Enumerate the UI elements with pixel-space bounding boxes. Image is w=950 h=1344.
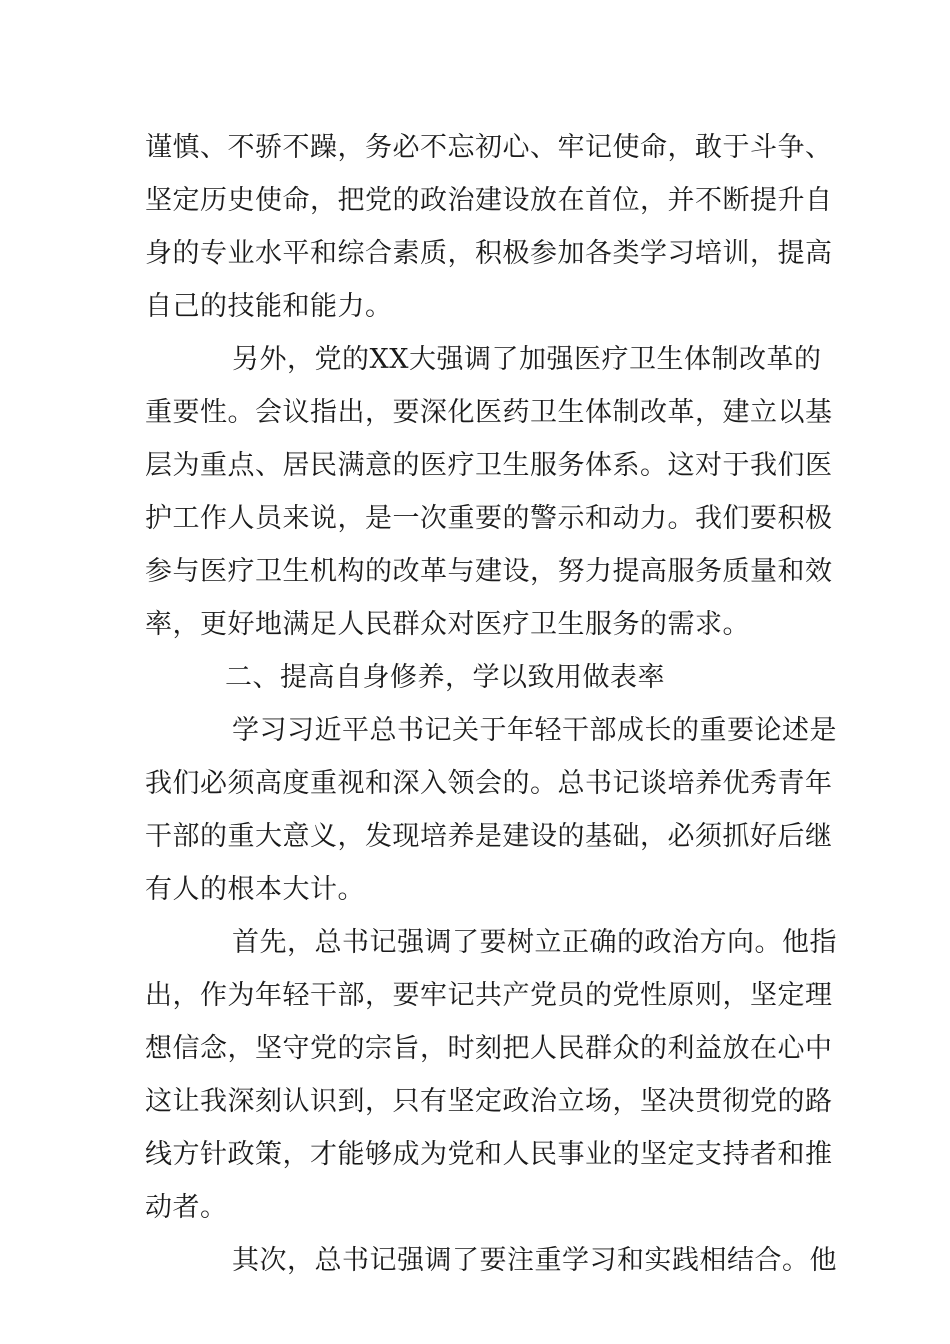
text-line: 动者。: [145, 1192, 228, 1223]
paragraph-first-line: 学习习近平总书记关于年轻干部成长的重要论述是: [232, 715, 837, 746]
text-line: 身的专业水平和综合素质，积极参加各类学习培训，提高: [145, 238, 833, 269]
text-line: 这让我深刻认识到，只有坚定政治立场，坚决贯彻党的路: [145, 1086, 833, 1117]
text-line: 重要性。会议指出，要深化医药卫生体制改革，建立以基: [145, 397, 833, 428]
text-line: 想信念，坚守党的宗旨，时刻把人民群众的利益放在心中: [145, 1033, 833, 1064]
text-line: 干部的重大意义，发现培养是建设的基础，必须抓好后继: [145, 821, 833, 852]
section-heading: 二、提高自身修养，学以致用做表率: [225, 662, 665, 693]
text-line: 出，作为年轻干部，要牢记共产党员的党性原则，坚定理: [145, 980, 833, 1011]
text-line: 我们必须高度重视和深入领会的。总书记谈培养优秀青年: [145, 768, 833, 799]
paragraph-first-line: 首先，总书记强调了要树立正确的政治方向。他指: [232, 927, 837, 958]
paragraph-first-line: 其次，总书记强调了要注重学习和实践相结合。他: [232, 1245, 837, 1276]
text-line: 参与医疗卫生机构的改革与建设，努力提高服务质量和效: [145, 556, 833, 587]
text-line: 有人的根本大计。: [145, 874, 365, 905]
text-line: 层为重点、居民满意的医疗卫生服务体系。这对于我们医: [145, 450, 833, 481]
text-line: 自己的技能和能力。: [145, 291, 393, 322]
text-line: 谨慎、不骄不躁，务必不忘初心、牢记使命，敢于斗争、: [145, 132, 833, 163]
paragraph-first-line: 另外，党的XX大强调了加强医疗卫生体制改革的: [232, 344, 822, 375]
text-line: 线方针政策，才能够成为党和人民事业的坚定支持者和推: [145, 1139, 833, 1170]
text-line: 坚定历史使命，把党的政治建设放在首位，并不断提升自: [145, 185, 833, 216]
text-line: 护工作人员来说，是一次重要的警示和动力。我们要积极: [145, 503, 833, 534]
body-text: [145, 121, 837, 1287]
text-line: 率，更好地满足人民群众对医疗卫生服务的需求。: [145, 609, 750, 640]
